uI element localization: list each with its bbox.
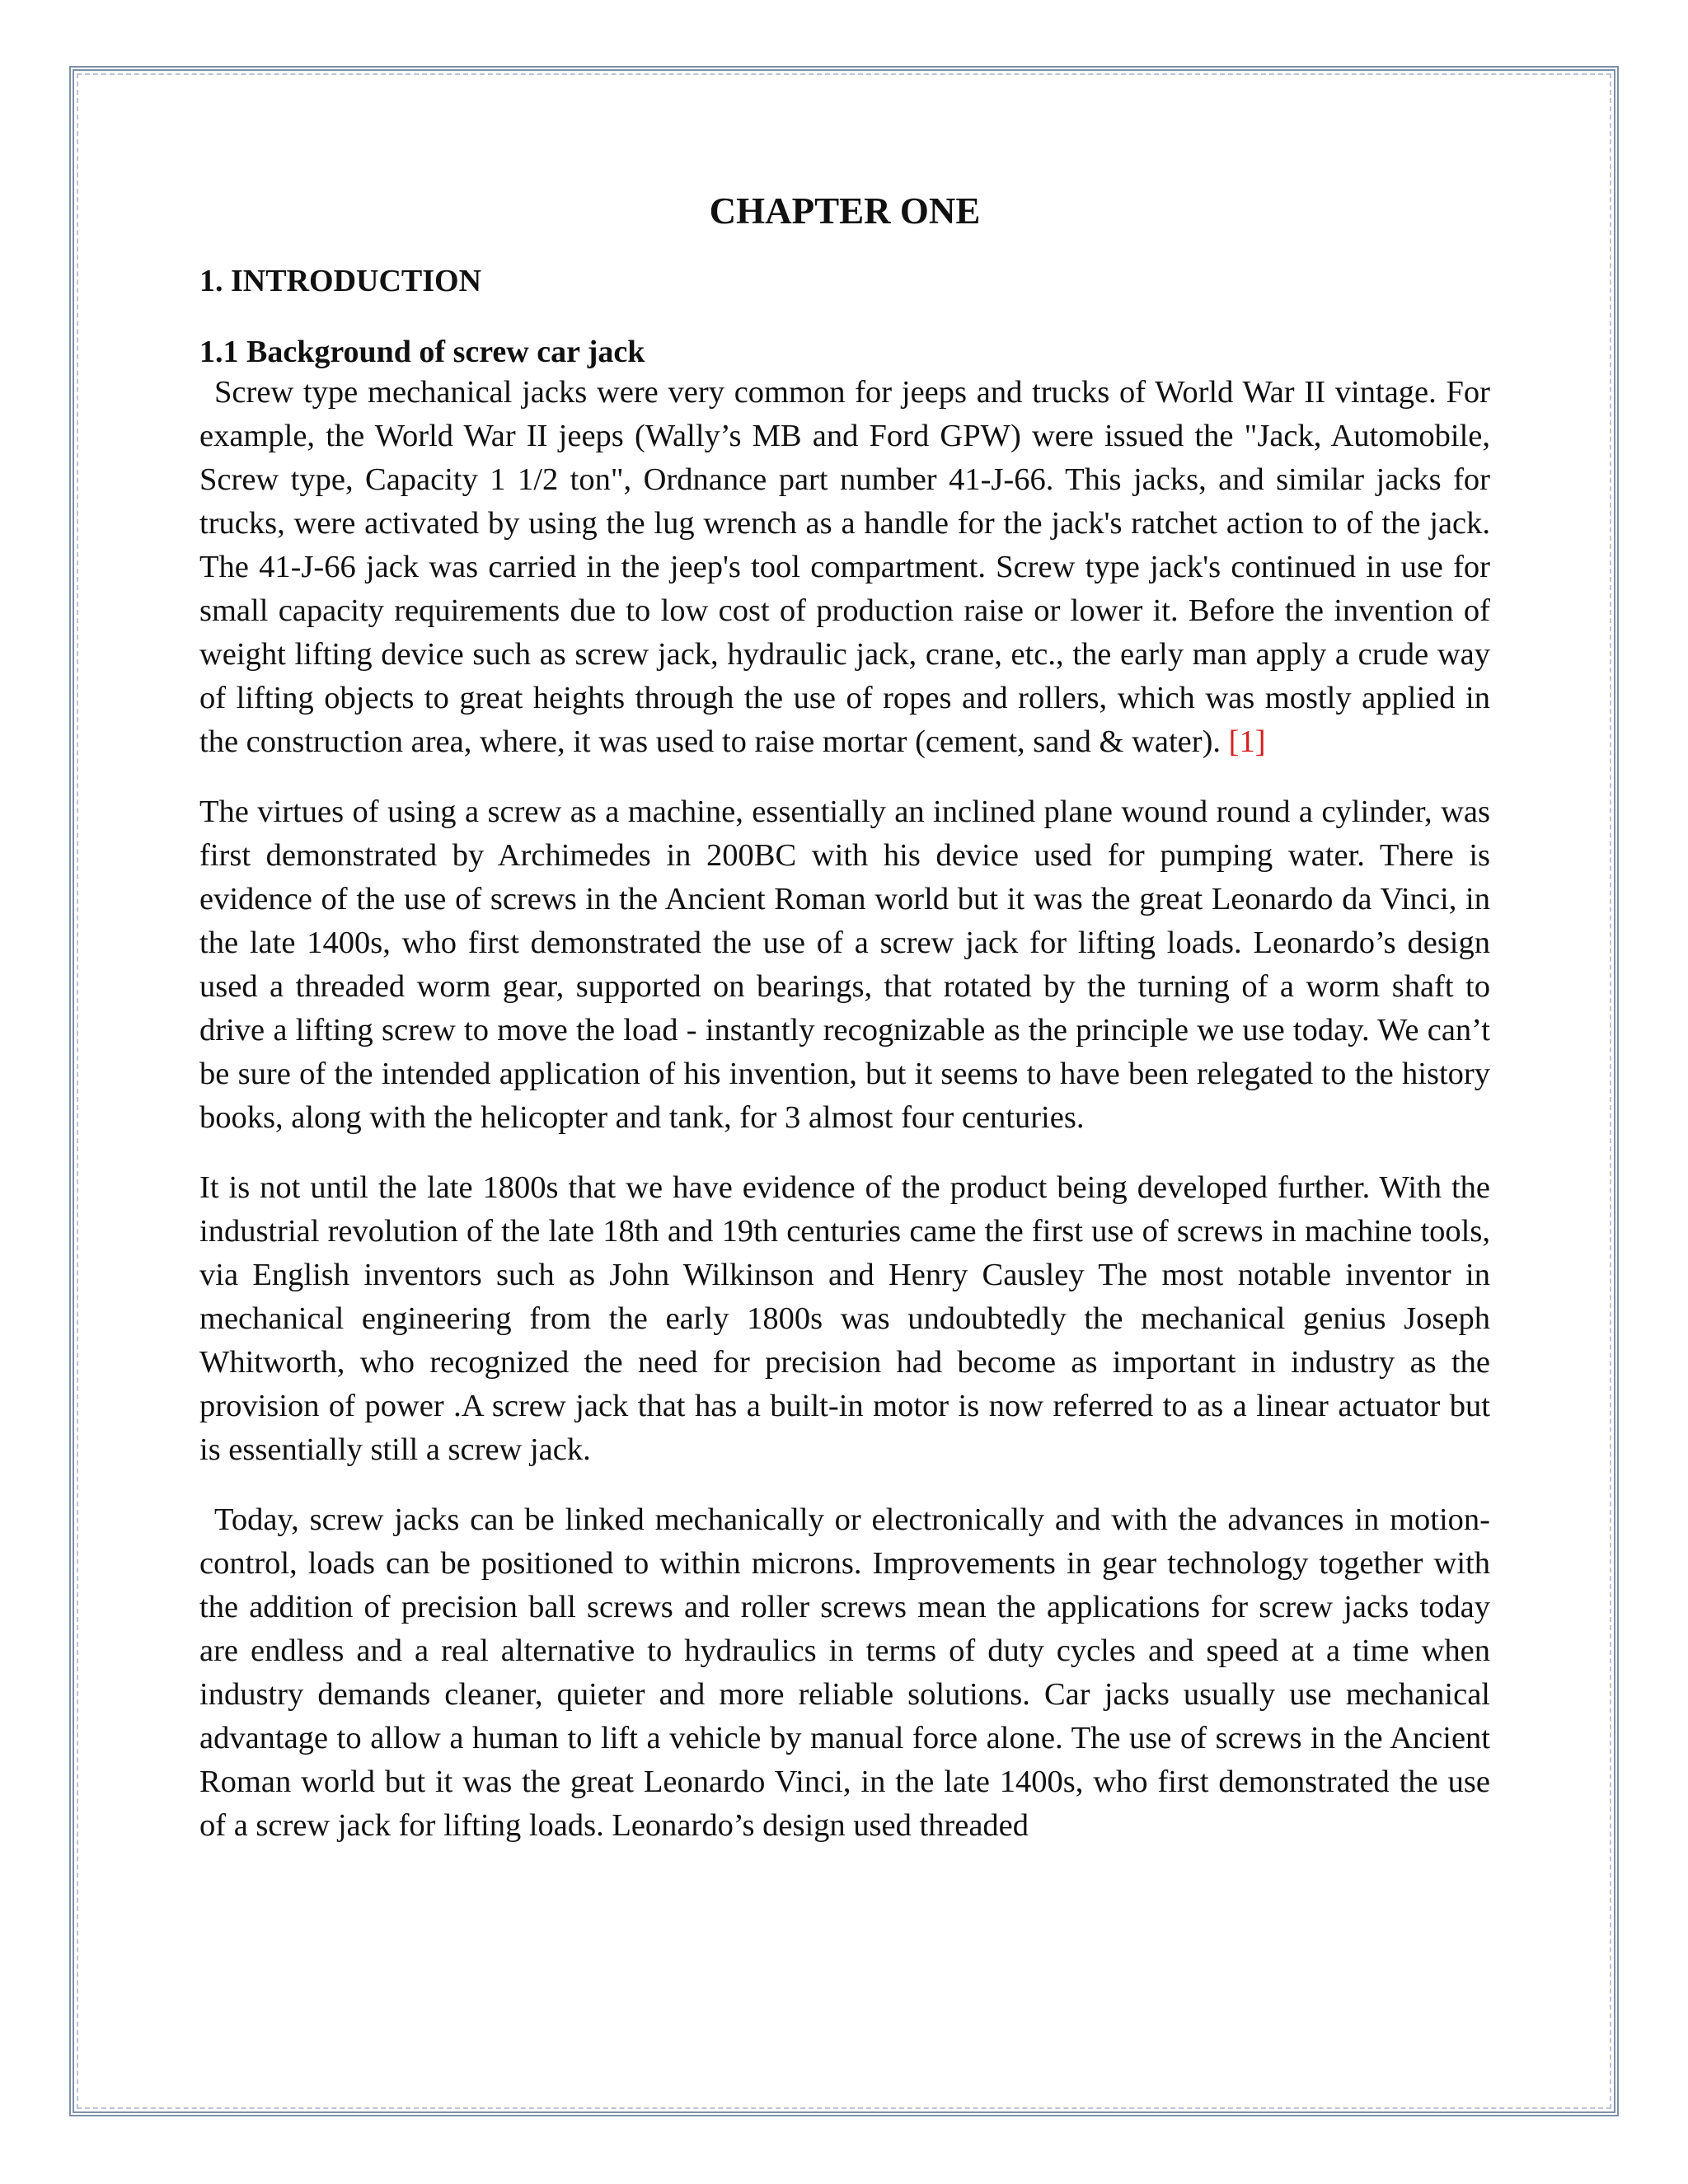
subsection-heading: 1.1 Background of screw car jack: [199, 335, 645, 369]
paragraph-2: The virtues of using a screw as a machine, essentially an inclined plane wound round a cylinder, was first demonstrated by Archimedes in 200BC with his device used for pumping water. There is evidence of the use of screws in the Ancient Roman world but it was the great Leonardo da Vinci, in the late 1400s, who first demonstrated the use of a screw jack for lifting loads. Leonardo’s design used a threaded worm gear, supported on bearings, that rotated by the turning of a worm shaft to drive a lifting screw to move the load - instantly recognizable as the principle we use today. We can’t be sure of the intended application of his invention, but it seems to have been relegated to the history books, along with the helicopter and tank, for 3 almost four centuries.: [199, 794, 1490, 1135]
paragraph-1-text: Screw type mechanical jacks were very common for jeeps and trucks of World War II vintage. For example, the World War II jeeps (Wally’s MB and Ford GPW) were issued the "Jack, Automobile, Screw type, Capacity 1 1/2 ton", Ordnance part number 41-J-66. This jacks, and similar jacks for trucks, were activated by using the lug wrench as a handle for the jack's ratchet action to of the jack. The 41-J-66 jack was carried in the jeep's tool compartment. Screw type jack's continued in use for small capacity requirements due to low cost of production raise or lower it. Before the invention of weight lifting device such as screw jack, hydraulic jack, crane, etc., the early man apply a crude way of lifting objects to great heights through the use of ropes and rollers, which was mostly applied in the construction area, where, it was used to raise mortar (cement, sand & water).: [199, 375, 1490, 759]
paragraph-3: It is not until the late 1800s that we have evidence of the product being developed further. With the industrial revolution of the late 18th and 19th centuries came the first use of screws in machine tools, via English inventors such as John Wilkinson and Henry Causley The most notable inventor in mechanical engineering from the early 1800s was undoubtedly the mechanical genius Joseph Whitworth, who recognized the need for precision had become as important in industry as the provision of power .A screw jack that has a built-in motor is now referred to as a linear actuator but is essentially still a screw jack.: [199, 1170, 1490, 1467]
document-body: [199, 190, 1490, 1874]
paragraph-1: [199, 371, 1490, 764]
citation-reference: [1]: [1228, 724, 1266, 759]
paragraph-4: Today, screw jacks can be linked mechanically or electronically and with the advances in motion-control, loads can be positioned to within microns. Improvements in gear technology together with the addition of precision ball screws and roller screws mean the applications for screw jacks today are endless and a real alternative to hydraulics in terms of duty cycles and speed at a time when industry demands cleaner, quieter and more reliable solutions. Car jacks usually use mechanical advantage to allow a human to lift a vehicle by manual force alone. The use of screws in the Ancient Roman world but it was the great Leonardo Vinci, in the late 1400s, who first demonstrated the use of a screw jack for lifting loads. Leonardo’s design used threaded: [199, 1502, 1490, 1843]
section-heading: 1. INTRODUCTION: [199, 264, 482, 298]
chapter-title: CHAPTER ONE: [709, 190, 981, 232]
